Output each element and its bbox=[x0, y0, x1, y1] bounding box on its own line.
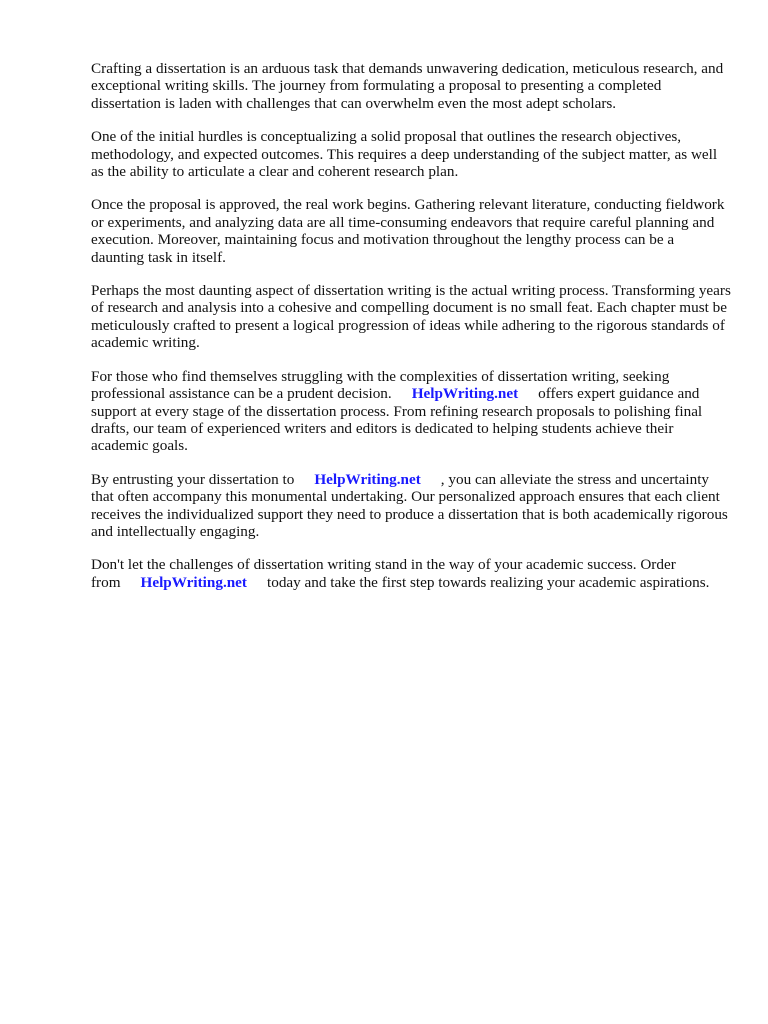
paragraph-order bbox=[91, 556, 731, 591]
paragraph-entrusting bbox=[91, 471, 731, 541]
paragraph-writing-process: Perhaps the most daunting aspect of dissertation writing is the actual writing process. Transforming years of research and analysis into a cohesive and compelling document is no small feat. Each chapter must be meticulously crafted to present a logical progression of ideas while adhering to the rigorous standards of academic writing. bbox=[91, 282, 731, 352]
helpwriting-link[interactable]: HelpWriting.net bbox=[411, 385, 519, 403]
paragraph-text-after: offers expert guidance and support at every stage of the dissertation process. From refining research proposals to polishing final drafts, our team of experienced writers and editors is dedicated to helping students achieve their academic goals. bbox=[91, 385, 703, 455]
paragraph-text-before: Don't let the challenges of dissertation writing stand in the way of your academic success. Order from bbox=[91, 556, 676, 591]
paragraph-text-after: , you can alleviate the stress and uncertainty that often accompany this monumental undertaking. Our personalized approach ensures that each client receives the individualized support they need to produce a dissertation that is both academically rigorous and intellectually engaging. bbox=[91, 470, 728, 540]
paragraph-text-after: today and take the first step towards realizing your academic aspirations. bbox=[267, 573, 710, 591]
paragraph-research-work: Once the proposal is approved, the real work begins. Gathering relevant literature, conducting fieldwork or experiments, and analyzing data are all time-consuming endeavors that require careful planning and execution. Moreover, maintaining focus and motivation throughout the lengthy process can be a daunting task in itself. bbox=[91, 196, 725, 266]
paragraph-text-before: By entrusting your dissertation to bbox=[91, 470, 295, 488]
paragraph-proposal: One of the initial hurdles is conceptualizing a solid proposal that outlines the research objectives, methodology, and expected outcomes. This requires a deep understanding of the subject matter, as well as the ability to articulate a clear and coherent research plan. bbox=[91, 128, 718, 181]
document-page bbox=[91, 60, 731, 607]
helpwriting-link[interactable]: HelpWriting.net bbox=[314, 470, 421, 488]
paragraph-text-before: For those who find themselves struggling with the complexities of dissertation writing, seeking professional assistance can be a prudent decision. bbox=[91, 367, 670, 403]
helpwriting-link[interactable]: HelpWriting.net bbox=[140, 573, 247, 591]
paragraph-professional-assistance bbox=[91, 368, 731, 455]
paragraph-intro: Crafting a dissertation is an arduous task that demands unwavering dedication, meticulous research, and exceptional writing skills. The journey from formulating a proposal to presenting a completed dissertation is laden with challenges that can overwhelm even the most adept scholars. bbox=[91, 60, 724, 112]
